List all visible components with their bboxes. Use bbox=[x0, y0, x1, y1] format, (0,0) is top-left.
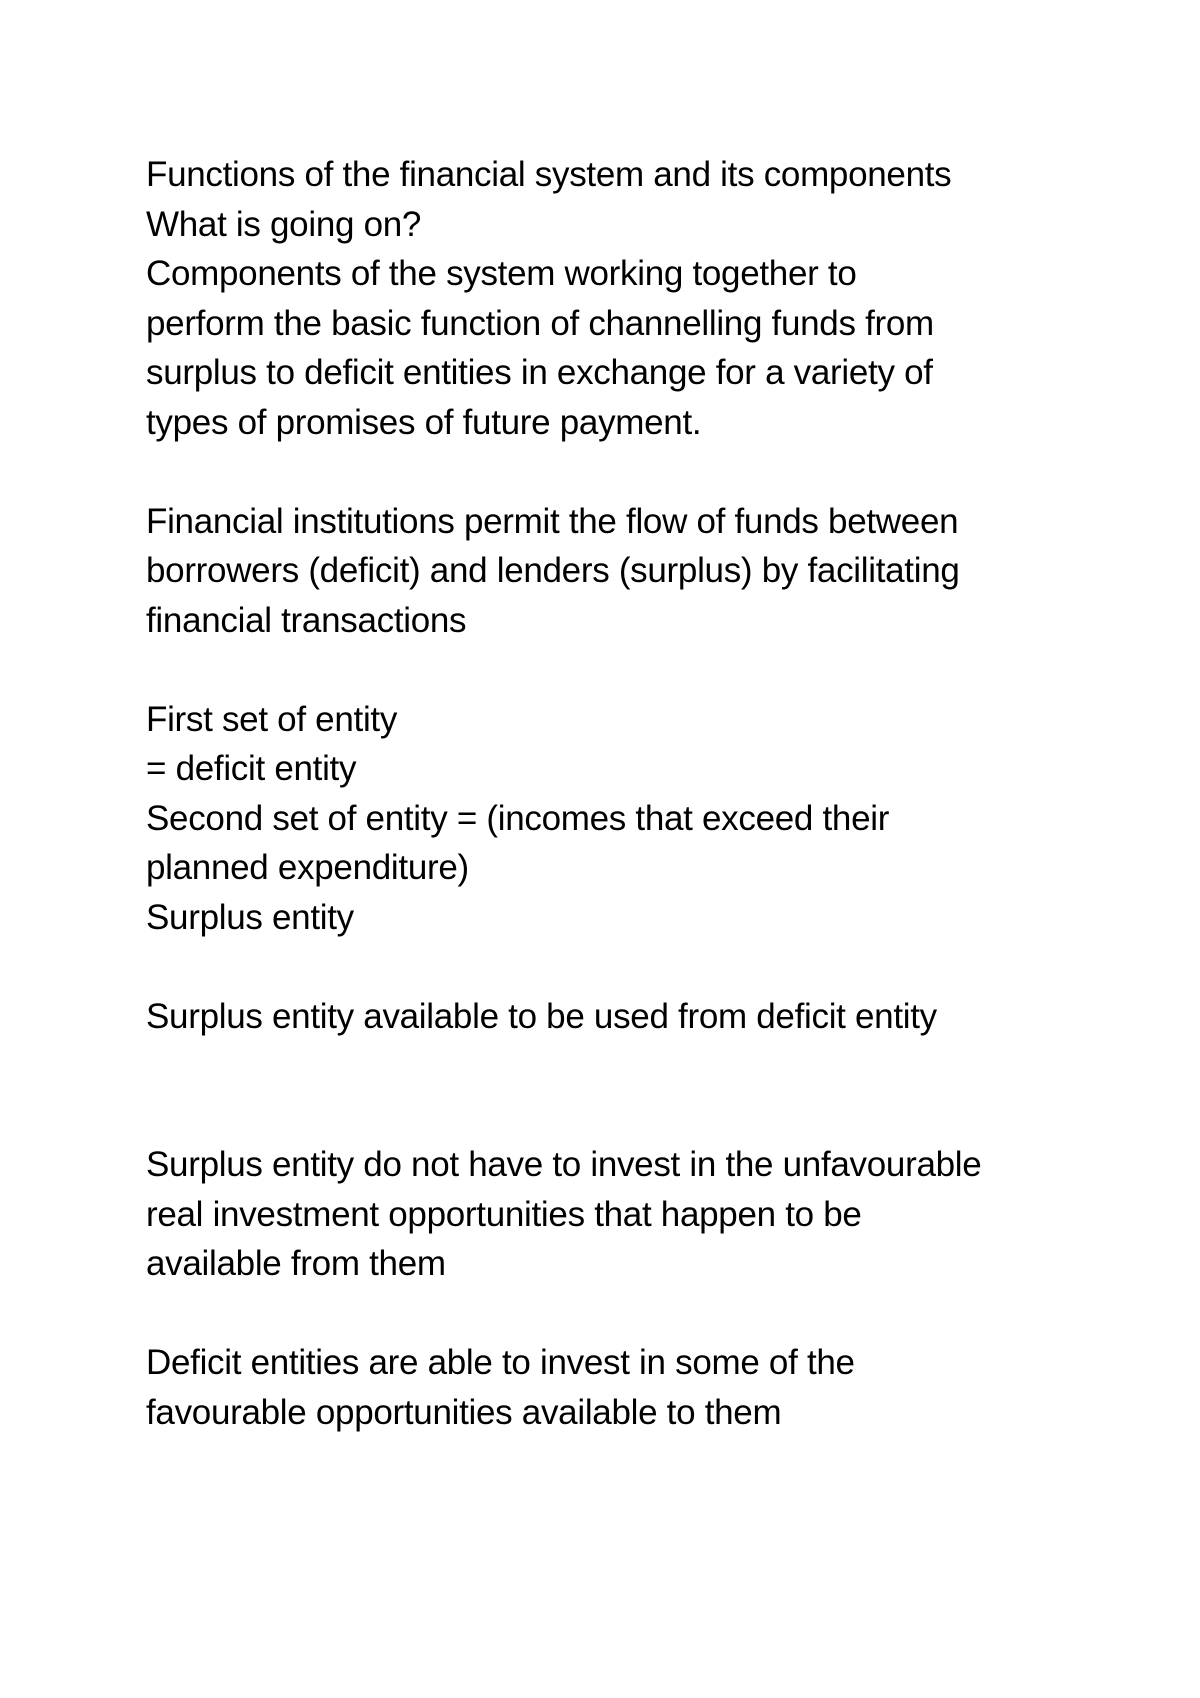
document-title: Functions of the financial system and its components bbox=[146, 155, 952, 194]
text-line: Financial institutions permit the flow of funds between bbox=[146, 501, 959, 541]
text-line: planned expenditure) bbox=[146, 848, 469, 887]
text-line: available from them bbox=[146, 1244, 446, 1283]
document-body bbox=[146, 150, 1106, 1437]
blank-line bbox=[146, 1091, 1106, 1141]
text-line: = deficit entity bbox=[146, 749, 357, 788]
blank-line bbox=[146, 1041, 1106, 1091]
blank-line bbox=[146, 942, 1106, 992]
text-line: perform the basic function of channelling funds from bbox=[146, 303, 934, 343]
text-line: Components of the system working together to bbox=[146, 254, 857, 293]
text-line: real investment opportunities that happen to be bbox=[146, 1194, 862, 1234]
blank-line bbox=[146, 447, 1106, 497]
text-line: surplus to deficit entities in exchange for a variety of bbox=[146, 353, 933, 392]
text-line: borrowers (deficit) and lenders (surplus) by facilitating bbox=[146, 551, 960, 590]
text-line: Surplus entity bbox=[146, 897, 354, 937]
text-line: Surplus entity available to be used from deficit entity bbox=[146, 996, 937, 1036]
blank-line bbox=[146, 1289, 1106, 1339]
text-line: types of promises of future payment. bbox=[146, 402, 702, 442]
text-line: Deficit entities are able to invest in some of the bbox=[146, 1343, 855, 1382]
text-line: First set of entity bbox=[146, 699, 398, 739]
text-line: Surplus entity do not have to invest in the unfavourable bbox=[146, 1145, 982, 1184]
text-line: favourable opportunities available to them bbox=[146, 1392, 782, 1432]
text-line: financial transactions bbox=[146, 600, 467, 640]
text-line: Second set of entity = (incomes that exceed their bbox=[146, 798, 890, 838]
blank-line bbox=[146, 645, 1106, 695]
text-line: What is going on? bbox=[146, 204, 422, 244]
